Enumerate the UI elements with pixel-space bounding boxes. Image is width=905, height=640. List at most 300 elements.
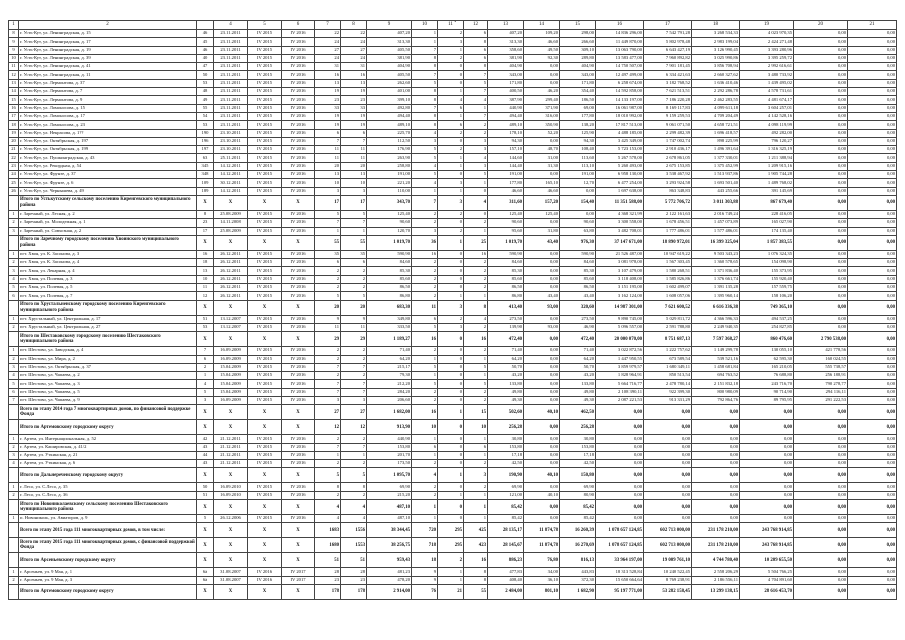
table-cell: 23.11.2011 [214,112,248,120]
table-cell: IV 2016 [282,63,315,71]
table-cell: пгт. Шестово, ул. Октябрьская, д. 37 [19,363,197,371]
table-cell: 0,00 [848,538,897,553]
table-cell: 4 704 891,60 [740,576,794,584]
table-cell: 0,00 [794,54,848,62]
table-cell: 9 890 745,00 [596,315,644,323]
table-cell: 42 [197,435,214,443]
table-row [9,315,897,323]
table-cell: 0,00 [848,420,897,435]
table-cell: 138,20 [560,121,596,129]
table-cell: 4 481 674,17 [740,96,794,104]
table-cell: 139,90 [488,323,524,331]
table-cell: IV 2016 [282,219,315,227]
table-cell: IV 2015 [248,38,282,46]
table-cell: 23.11.2011 [214,71,248,79]
table-cell: 46,60 [524,38,560,46]
table-cell: 4 142 528,16 [740,112,794,120]
table-cell: 1 567 303,45 [644,259,692,267]
table-cell: 0,00 [596,405,644,420]
table-cell: пгт. Шестово, ул. Чапаева, д. 2 [19,372,197,380]
table-row [9,63,897,71]
table-cell: IV 2016 [282,483,315,491]
table-cell: 13 063 790,00 [596,46,644,54]
table-cell: 5 [315,468,341,483]
header-cell: 11 [438,21,464,30]
table-cell: 1 076 324,35 [740,250,794,258]
table-cell: 11 351 588,00 [596,195,644,210]
table-row [9,435,897,443]
table-row [9,154,897,162]
table-cell: 0,00 [848,523,897,538]
table-cell: 0,00 [848,154,897,162]
table-cell: 13 [197,267,214,275]
table-cell: 49,30 [488,396,524,404]
table-cell: 381,90 [488,54,524,62]
table-cell: 4 488 185,00 [596,129,644,137]
table-cell: 153,80 [560,443,596,451]
table-cell: IV 2016 [282,210,315,218]
table-cell: 3 [412,137,438,145]
table-cell: 7 [341,443,367,451]
table-cell: 1 857 383,55 [740,235,794,250]
table-cell: 176,90 [367,146,412,154]
table-cell: 1 [438,405,464,420]
table-cell: 492 282,00 [740,129,794,137]
scan-mark: . [454,14,457,24]
table-cell: 33 [315,104,341,112]
table-cell: 8 751 687,13 [644,332,692,347]
table-cell: IV 2016 [282,96,315,104]
table-cell: 0,00 [794,460,848,468]
table-cell: 2 591 788,80 [644,323,692,331]
table-cell: 425 [464,523,488,538]
table-cell: пгт. Шестово, ул. Заводская, д. 4 [19,347,197,355]
table-cell: 23 [315,96,341,104]
table-cell: 54 [197,112,214,120]
table-cell: 408,40 [488,576,524,584]
table-cell: IV 2016 [282,54,315,62]
table-cell: 2 [341,491,367,499]
table-cell: 16 061 987,00 [596,104,644,112]
table-cell: 3 856 708,94 [692,63,740,71]
table-cell: 6 [341,259,367,267]
table-cell: 1 [412,435,438,443]
table-cell: 157 559,75 [740,284,794,292]
table-cell: 0,00 [848,284,897,292]
table-cell: 254 827,85 [740,323,794,331]
table-cell: 1 209 915,16 [740,162,794,170]
table-cell: 0,00 [524,275,560,283]
table-row [9,187,897,195]
table-cell: 1683 [315,523,341,538]
table-cell: 0,00 [794,468,848,483]
table-cell: 0,00 [740,420,794,435]
table-cell: 3 025 990,86 [692,54,740,62]
header-cell: 7 [315,21,341,30]
table-cell: 28 145,67 [488,538,524,553]
table-cell: 1 747 002,74 [644,137,692,145]
table-cell: 913 331,29 [644,396,692,404]
table-cell: 26.12.2011 [214,275,248,283]
table-cell: 1 580 268,51 [644,267,692,275]
table-cell: 494,40 [367,112,412,120]
table-cell: 55 [341,235,367,250]
table-cell: 46,60 [524,187,560,195]
table-cell: 26.12.2011 [214,267,248,275]
table-cell: X [248,500,282,515]
table-cell: 190 [197,129,214,137]
table-cell: 0,00 [524,355,560,363]
table-cell: 7 621 600,52 [644,300,692,315]
table-cell: 0,00 [848,63,897,71]
table-cell: 5 096 557,00 [596,323,644,331]
table-cell: 298,00 [560,30,596,38]
table-cell: 6 [197,355,214,363]
table-cell: IV 2015 [248,71,282,79]
table-cell: 2 [9,219,19,227]
table-cell: 0 [438,380,464,388]
table-cell: 171,80 [488,79,524,87]
table-cell: 64,20 [367,355,412,363]
table-cell: IV 2015 [248,250,282,258]
table-cell: 5 723 153,00 [596,146,644,154]
table-cell: 2 299 482,39 [644,129,692,137]
table-cell: 3 393 280,96 [740,46,794,54]
table-cell: 1 [315,227,341,235]
table-cell: 48 [197,88,214,96]
table-cell: 2 [464,460,488,468]
table-cell: 10 [464,420,488,435]
table-cell: 1 [341,227,367,235]
subtotal-row [9,468,897,483]
table-cell: 21 526 487,00 [596,250,644,258]
header-cell [197,21,214,30]
table-cell: 15.04.2009 [214,363,248,371]
table-cell: 258,80 [367,162,412,170]
table-cell: 6ä [197,568,214,576]
table-cell: 0,00 [794,267,848,275]
table-cell: Итого по Устькутскому сельскому поселению Киренгевского муниципального района [19,195,197,210]
table-cell: 0,00 [524,435,560,443]
table-cell: 95,60 [488,227,524,235]
table-cell: 0 [438,137,464,145]
table-cell: 0,00 [794,227,848,235]
table-cell: 20 [341,162,367,170]
table-cell: 295 [438,538,464,553]
table-cell: 85,30 [367,267,412,275]
table-cell: 0,00 [848,171,897,179]
table-cell: 294 116,11 [794,388,848,396]
table-cell: X [214,332,248,347]
table-cell: 1 [438,468,464,483]
table-cell: 555 738,57 [794,363,848,371]
table-cell: 36,10 [524,576,560,584]
table-cell: 31 [341,63,367,71]
table-cell: 0 [438,500,464,515]
table-cell: 20 [315,300,341,315]
table-cell: г. Артем, ул. Кашировская, д. 41/2 [19,443,197,451]
table-cell: 0,00 [794,71,848,79]
table-cell: 86,80 [367,292,412,300]
table-cell: 2 [315,355,341,363]
table-cell: 23.11.2011 [214,54,248,62]
table-cell: 24 [341,38,367,46]
table-cell: 913,90 [367,420,412,435]
table-cell: 399,10 [367,96,412,104]
table-body [9,21,897,600]
table-cell: г. Усть-Кут, ул. Ломоносова, д. 15 [19,104,197,112]
table-cell: X [197,468,214,483]
table-cell: 22 [9,154,19,162]
table-cell: 273,50 [488,315,524,323]
table-cell: 1 489 768,02 [740,179,794,187]
table-cell: 109 [197,179,214,187]
table-cell: 5 [464,171,488,179]
table-cell: 1 [438,491,464,499]
table-cell: 348 [197,171,214,179]
table-cell: 0 [438,219,464,227]
table-cell: 5 [9,380,19,388]
table-cell: 225,70 [367,129,412,137]
table-cell: 212,20 [367,380,412,388]
table-cell: 9 [315,315,341,323]
table-cell: 23.11.2011 [214,96,248,104]
table-cell: 8 [412,54,438,62]
table-cell: IV 2016 [282,435,315,443]
table-cell: 13 [315,79,341,87]
table-cell: 0,00 [596,468,644,483]
table-cell: 0,00 [692,460,740,468]
table-cell: 0,00 [524,451,560,459]
table-cell: 55 [464,584,488,599]
table-cell: 0,00 [794,405,848,420]
table-cell: 7 186 220,28 [644,96,692,104]
table-cell: 3 [438,195,464,210]
table-cell: 18 [412,553,438,568]
table-cell: 0 [464,210,488,218]
table-cell: X [282,332,315,347]
table-cell: 3 [9,451,19,459]
table-row [9,54,897,62]
table-cell: 22 [341,30,367,38]
table-cell: 1 602 499,07 [644,284,692,292]
table-cell: 34,00 [524,568,560,576]
table-cell: 0,00 [848,568,897,576]
table-cell: 343,70 [367,195,412,210]
table-cell: IV 2016 [248,568,282,576]
table-cell: 76 [412,584,438,599]
table-cell: IV 2015 [248,347,282,355]
table-cell: 4 [315,500,341,515]
table-cell: 0,00 [740,443,794,451]
table-cell [9,584,19,599]
table-cell [9,538,19,553]
table-cell: 3 011 303,88 [692,195,740,210]
table-cell: 0,00 [848,146,897,154]
table-cell: 387,90 [488,96,524,104]
table-cell: 3 300 558,00 [596,219,644,227]
table-cell: 354,40 [560,88,596,96]
table-cell: 7 [464,71,488,79]
table-cell: 7 [464,88,488,96]
table-cell: 85,60 [488,275,524,283]
table-cell: 19 [341,88,367,96]
table-cell: IV 2016 [282,88,315,96]
table-cell: 796 120,27 [740,137,794,145]
table-cell: 5 [412,323,438,331]
table-cell: 1 [438,112,464,120]
table-cell: X [248,553,282,568]
table-cell: г. Усть-Кут, ул. Фрунзе, д. 6 [19,179,197,187]
table-cell: 4 [9,275,19,283]
table-cell: 84,60 [488,259,524,267]
table-cell: X [197,500,214,515]
table-cell: IV 2016 [282,284,315,292]
table-cell: 11 [315,146,341,154]
table-cell: 26.12.2011 [214,250,248,258]
subtotal-row [9,538,897,553]
table-cell: IV 2016 [282,460,315,468]
table-cell: Итого по Шестаковскому городскому поселению Шестаковского муниципального района [19,332,197,347]
table-cell: 0,00 [692,405,740,420]
table-row [9,323,897,331]
table-cell: 5 [464,380,488,388]
table-cell: 0,00 [848,227,897,235]
table-cell: X [282,235,315,250]
table-cell: 1 149 299,78 [692,347,740,355]
table-cell: 174 135,40 [740,227,794,235]
table-cell: 358,60 [488,46,524,54]
table-cell: 8 [464,300,488,315]
table-cell: 5 504 766,25 [740,568,794,576]
table-cell: 0,00 [794,284,848,292]
table-cell: IV 2016 [282,38,315,46]
table-cell: 7 [464,112,488,120]
table-cell: 4 [438,96,464,104]
table-cell: 5 [464,79,488,87]
table-cell: 2 [412,388,438,396]
table-cell: IV 2016 [282,275,315,283]
table-cell: IV 2015 [248,79,282,87]
table-cell: 86,50 [488,284,524,292]
table-cell: пгт. Хрустальный, ул. Центральная, д. 17 [19,315,197,323]
table-cell: IV 2016 [282,443,315,451]
table-cell: 5 260 493,00 [596,162,644,170]
table-cell: 539 521,16 [692,355,740,363]
table-cell: 2 [464,284,488,292]
table-cell: 0,00 [848,88,897,96]
table-cell: 11 874,78 [524,538,560,553]
table-cell: 405,50 [367,46,412,54]
table-cell: IV 2015 [248,372,282,380]
table-cell: г. Усть-Кут, ул. Пушкинградская, д. 43 [19,154,197,162]
table-cell [9,195,19,210]
table-cell: IV 2015 [248,451,282,459]
table-cell: 0,00 [740,515,794,523]
table-cell: 8 [412,88,438,96]
table-cell: IV 2016 [282,162,315,170]
table-cell: 189 [197,187,214,195]
table-cell: 1553 [341,538,367,553]
table-cell: IV 2016 [282,71,315,79]
table-cell: IV 2016 [282,355,315,363]
table-cell: 23.11.2011 [214,121,248,129]
header-cell: 17 [644,21,692,30]
table-cell: X [197,584,214,599]
table-cell: 2 [9,576,19,584]
table-row [9,275,897,283]
table-cell: 90 714,90 [740,388,794,396]
table-cell: 5 [412,380,438,388]
header-cell: 15 [560,21,596,30]
table-cell: IV 2016 [282,347,315,355]
table-cell: X [214,235,248,250]
table-cell: 7 [412,195,438,210]
table-cell: 0,00 [794,38,848,46]
table-cell: IV 2016 [282,227,315,235]
table-cell: IV 2015 [248,355,282,363]
table-cell: 14.11.2008 [214,219,248,227]
table-cell: 158 106,20 [740,292,794,300]
table-cell: IV 2015 [248,460,282,468]
table-cell: г. Усть-Кут, ул. Октябрьская, д. 197 [19,137,197,145]
table-cell: 4 023 970,35 [740,30,794,38]
table-cell: 3 425 349,00 [596,137,644,145]
table-cell: 23.11.2011 [214,79,248,87]
table-cell: 2 [464,219,488,227]
table-row [9,347,897,355]
table-cell: г. Артем, ул. Уткинская, д. 21 [19,451,197,459]
table-cell: Итого по Заречному городскому поселению Хвоинского муниципального района [19,235,197,250]
table-cell: 4 [9,372,19,380]
table-cell: 20 000 070,00 [596,332,644,347]
table-cell: пгт. Шестово, ул. Мира, д. 2 [19,355,197,363]
table-cell: 391 145,69 [740,187,794,195]
table-cell: 372,30 [560,576,596,584]
table-cell: пгт. Хвоя, ул. К. Засонова, д. 4 [19,259,197,267]
table-cell: 27 [341,46,367,54]
table-cell: 1 [438,88,464,96]
table-cell: 19 [315,88,341,96]
table-cell: 0,00 [848,162,897,170]
table-cell: 2 [412,284,438,292]
table-cell: 2 [412,347,438,355]
table-cell: 2 [315,372,341,380]
table-cell: 492,80 [367,104,412,112]
table-cell: 8 [341,483,367,491]
table-cell: 0,00 [848,129,897,137]
table-cell: 0,00 [794,171,848,179]
table-cell: г. Усть-Кут, ул. Чернышева, д. 49 [19,187,197,195]
table-cell: 0,00 [644,491,692,499]
table-cell: 2 [464,347,488,355]
table-cell: X [214,584,248,599]
table-row [9,96,897,104]
table-cell: 20 [315,162,341,170]
table-row [9,79,897,87]
table-cell: 5 [197,388,214,396]
table-cell: 2 292 286,78 [692,88,740,96]
table-row [9,380,897,388]
table-cell: 2 [438,54,464,62]
table-cell: 0,00 [644,420,692,435]
table-cell: 19 [9,129,19,137]
table-cell: 1 678 456,51 [644,219,692,227]
table-cell: 4 099 611,18 [692,104,740,112]
table-cell [9,235,19,250]
table-cell: 1 697 638,00 [596,187,644,195]
table-cell: 0,00 [596,460,644,468]
